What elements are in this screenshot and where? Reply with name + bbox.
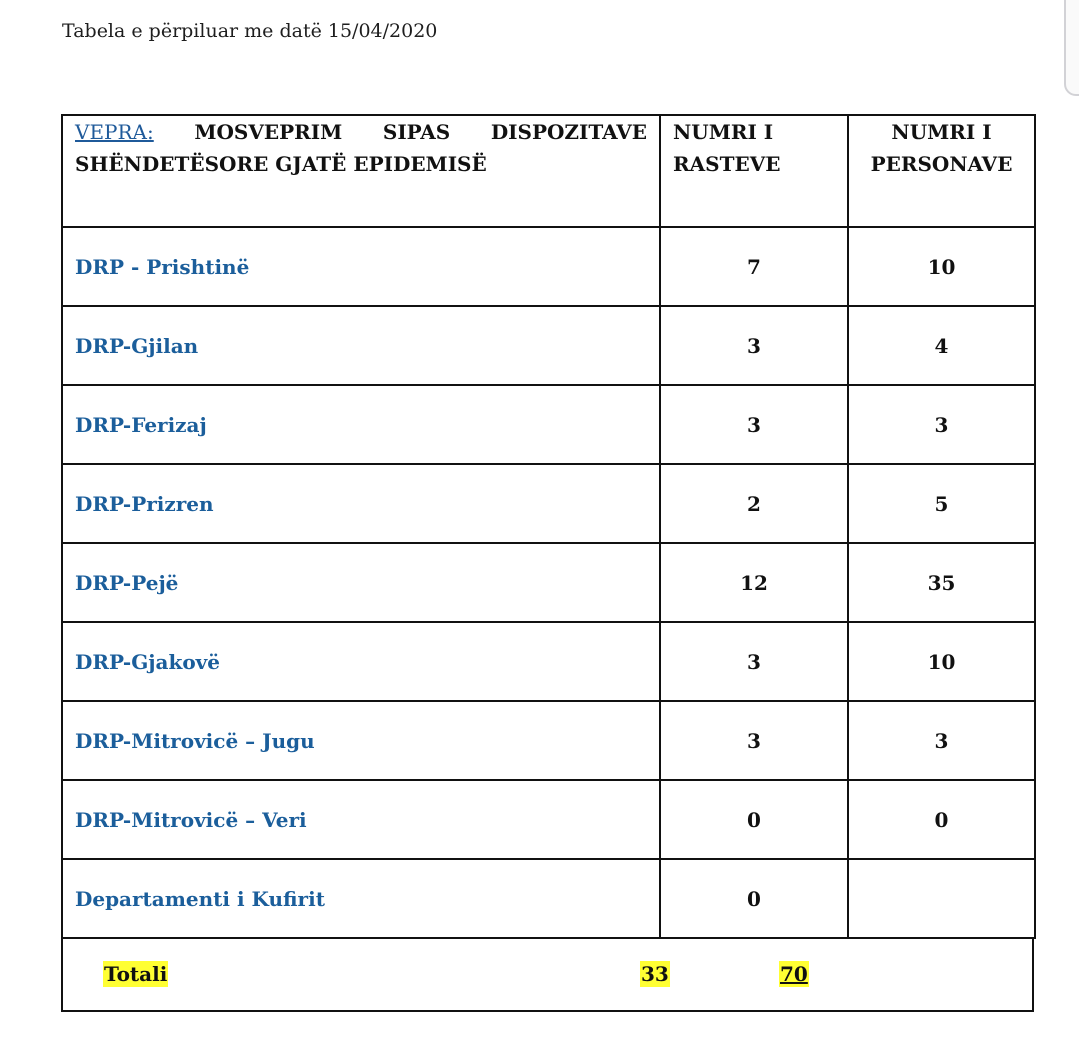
table-row — [62, 306, 1035, 385]
persons-count: 10 — [848, 227, 1035, 306]
totals-label: Totali — [104, 962, 168, 986]
total-cases: 33 — [641, 962, 669, 986]
total-persons: 70 — [780, 962, 808, 986]
region-name: DRP-Mitrovicë – Veri — [62, 780, 660, 859]
region-name: DRP-Gjakovë — [62, 622, 660, 701]
vepra-label: VEPRA: — [75, 120, 154, 144]
region-name: DRP-Pejë — [62, 543, 660, 622]
persons-count: 10 — [848, 622, 1035, 701]
persons-count: 35 — [848, 543, 1035, 622]
persons-count: 3 — [848, 701, 1035, 780]
cases-count: 3 — [660, 701, 848, 780]
table-row — [62, 780, 1035, 859]
cases-count: 12 — [660, 543, 848, 622]
persons-count: 5 — [848, 464, 1035, 543]
cases-count: 7 — [660, 227, 848, 306]
table-row — [62, 385, 1035, 464]
crime-description: MOSVEPRIM SIPAS DISPOZITAVE SHËNDETËSORE GJATË EPIDEMISË — [75, 120, 647, 176]
cases-count: 3 — [660, 306, 848, 385]
header-cases: NUMRI I RASTEVE — [660, 115, 848, 227]
table-row — [62, 701, 1035, 780]
totals-row — [61, 939, 1034, 1012]
persons-count: 3 — [848, 385, 1035, 464]
table-header-row — [62, 115, 1035, 227]
region-name: DRP - Prishtinë — [62, 227, 660, 306]
header-persons: NUMRI I PERSONAVE — [848, 115, 1035, 227]
persons-count: 0 — [848, 780, 1035, 859]
region-name: DRP-Mitrovicë – Jugu — [62, 701, 660, 780]
cases-count: 0 — [660, 859, 848, 938]
scroll-indicator — [1064, 0, 1079, 96]
cases-count: 0 — [660, 780, 848, 859]
table-row — [62, 227, 1035, 306]
region-name: DRP-Prizren — [62, 464, 660, 543]
region-name: Departamenti i Kufirit — [62, 859, 660, 938]
table-row — [62, 622, 1035, 701]
cases-count: 2 — [660, 464, 848, 543]
persons-count: 4 — [848, 306, 1035, 385]
region-name: DRP-Ferizaj — [62, 385, 660, 464]
table-row — [62, 543, 1035, 622]
report-table — [61, 114, 1036, 939]
table-row — [62, 464, 1035, 543]
header-crime-cell — [62, 115, 660, 227]
persons-count — [848, 859, 1035, 938]
cases-count: 3 — [660, 622, 848, 701]
region-name: DRP-Gjilan — [62, 306, 660, 385]
cases-count: 3 — [660, 385, 848, 464]
document-note: Tabela e përpiluar me datë 15/04/2020 — [62, 20, 438, 42]
table-row — [62, 859, 1035, 938]
statistics-table — [61, 114, 1034, 1007]
